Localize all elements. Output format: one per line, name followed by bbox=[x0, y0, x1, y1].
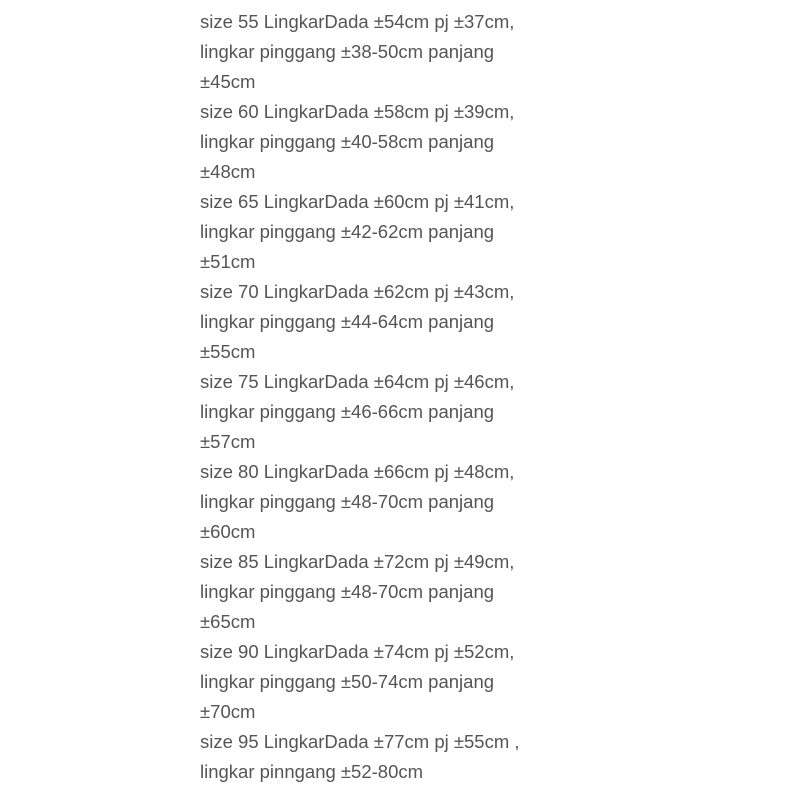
size-entry bbox=[200, 727, 600, 787]
size-entry bbox=[200, 277, 600, 367]
size-entry-line: size 75 LingkarDada ±64cm pj ±46cm, bbox=[200, 371, 515, 392]
size-entry-line: lingkar pinggang ±40-58cm panjang bbox=[200, 131, 495, 152]
size-entry-line: ±57cm bbox=[200, 431, 256, 452]
size-entry-line: size 90 LingkarDada ±74cm pj ±52cm, bbox=[200, 641, 515, 662]
size-entry-line: lingkar pinggang ±48-70cm panjang bbox=[200, 491, 495, 512]
size-entry-line: lingkar pinggang ±44-64cm panjang bbox=[200, 311, 495, 332]
size-entry-line: size 85 LingkarDada ±72cm pj ±49cm, bbox=[200, 551, 515, 572]
size-entry-line: lingkar pinggang ±50-74cm panjang bbox=[200, 671, 495, 692]
size-entry-line: ±65cm bbox=[200, 611, 256, 632]
size-entry bbox=[200, 187, 600, 277]
size-entry-line: ±70cm bbox=[200, 701, 256, 722]
size-entry bbox=[200, 97, 600, 187]
size-entry-line: size 95 LingkarDada ±77cm pj ±55cm , bbox=[200, 731, 520, 752]
size-entry bbox=[200, 547, 600, 637]
size-entry-line: ±55cm bbox=[200, 341, 256, 362]
size-entry-line: lingkar pinggang ±48-70cm panjang bbox=[200, 581, 495, 602]
size-entry-line: lingkar pinggang ±42-62cm panjang bbox=[200, 221, 495, 242]
size-chart-text bbox=[200, 7, 600, 787]
size-entry bbox=[200, 367, 600, 457]
size-entry-line: ±51cm bbox=[200, 251, 256, 272]
size-entry-line: ±48cm bbox=[200, 161, 256, 182]
size-entry bbox=[200, 7, 600, 97]
size-entry-line: size 70 LingkarDada ±62cm pj ±43cm, bbox=[200, 281, 515, 302]
size-entry-line: ±60cm bbox=[200, 521, 256, 542]
size-entry-line: size 80 LingkarDada ±66cm pj ±48cm, bbox=[200, 461, 515, 482]
size-entry-line: ±45cm bbox=[200, 71, 256, 92]
size-entry-line: size 60 LingkarDada ±58cm pj ±39cm, bbox=[200, 101, 515, 122]
size-entry-line: size 55 LingkarDada ±54cm pj ±37cm, bbox=[200, 11, 515, 32]
size-entry-line: size 65 LingkarDada ±60cm pj ±41cm, bbox=[200, 191, 515, 212]
size-entry-line: lingkar pinggang ±38-50cm panjang bbox=[200, 41, 495, 62]
size-entry-line: lingkar pinggang ±46-66cm panjang bbox=[200, 401, 495, 422]
size-entry bbox=[200, 637, 600, 727]
size-entry bbox=[200, 457, 600, 547]
size-entry-line: lingkar pinngang ±52-80cm bbox=[200, 761, 424, 782]
